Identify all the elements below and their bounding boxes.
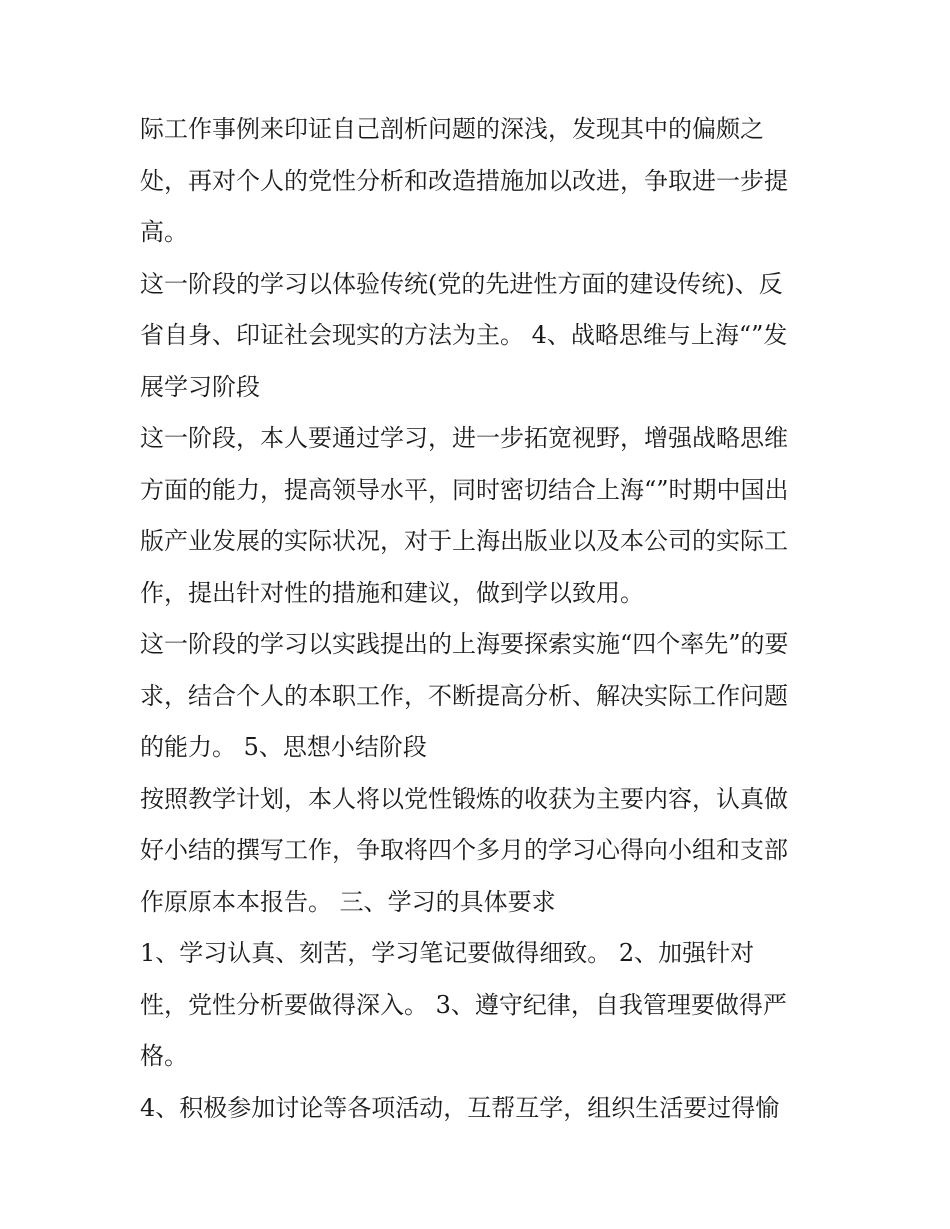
text-line: 这一阶段，本人要通过学习，进一步拓宽视野，增强战略思维 [140,424,788,452]
text-line: 省自身、印证社会现实的方法为主。 4、战略思维与上海“”发 [140,321,788,349]
text-line: 这一阶段的学习以实践提出的上海要探索实施“四个率先”的要 [140,630,789,658]
text-line: 的能力。 5、思想小结阶段 [140,733,427,761]
text-line: 格。 [140,1042,188,1070]
text-line: 作，提出针对性的措施和建议，做到学以致用。 [140,578,644,607]
text-line: 处，再对个人的党性分析和改造措施加以改进，争取进一步提 [140,166,788,195]
text-line: 按照教学计划，本人将以党性锻炼的收获为主要内容，认真做 [140,784,788,813]
text-line: 高。 [140,218,188,246]
text-line: 版产业发展的实际状况，对于上海出版业以及本公司的实际工 [140,527,788,555]
text-line: 际工作事例来印证自己剖析问题的深浅，发现其中的偏颇之 [140,115,764,143]
text-line: 作原原本本报告。 三、学习的具体要求 [140,887,556,916]
text-line: 1、学习认真、刻苦，学习笔记要做得细致。 2、加强针对 [140,939,755,967]
text-line: 这一阶段的学习以体验传统(党的先进性方面的建设传统)、反 [140,269,783,298]
text-line: 好小结的撰写工作，争取将四个多月的学习心得向小组和支部 [140,836,788,864]
document-body [140,104,820,1134]
text-line: 展学习阶段 [140,372,260,401]
text-line: 4、积极参加讨论等各项活动，互帮互学，组织生活要过得愉 [140,1093,780,1122]
text-line: 性，党性分析要做得深入。 3、遵守纪律，自我管理要做得严 [140,990,787,1019]
text-line: 方面的能力，提高领导水平，同时密切结合上海“”时期中国出 [140,475,789,504]
text-line: 求，结合个人的本职工作，不断提高分析、解决实际工作问题 [140,681,788,710]
